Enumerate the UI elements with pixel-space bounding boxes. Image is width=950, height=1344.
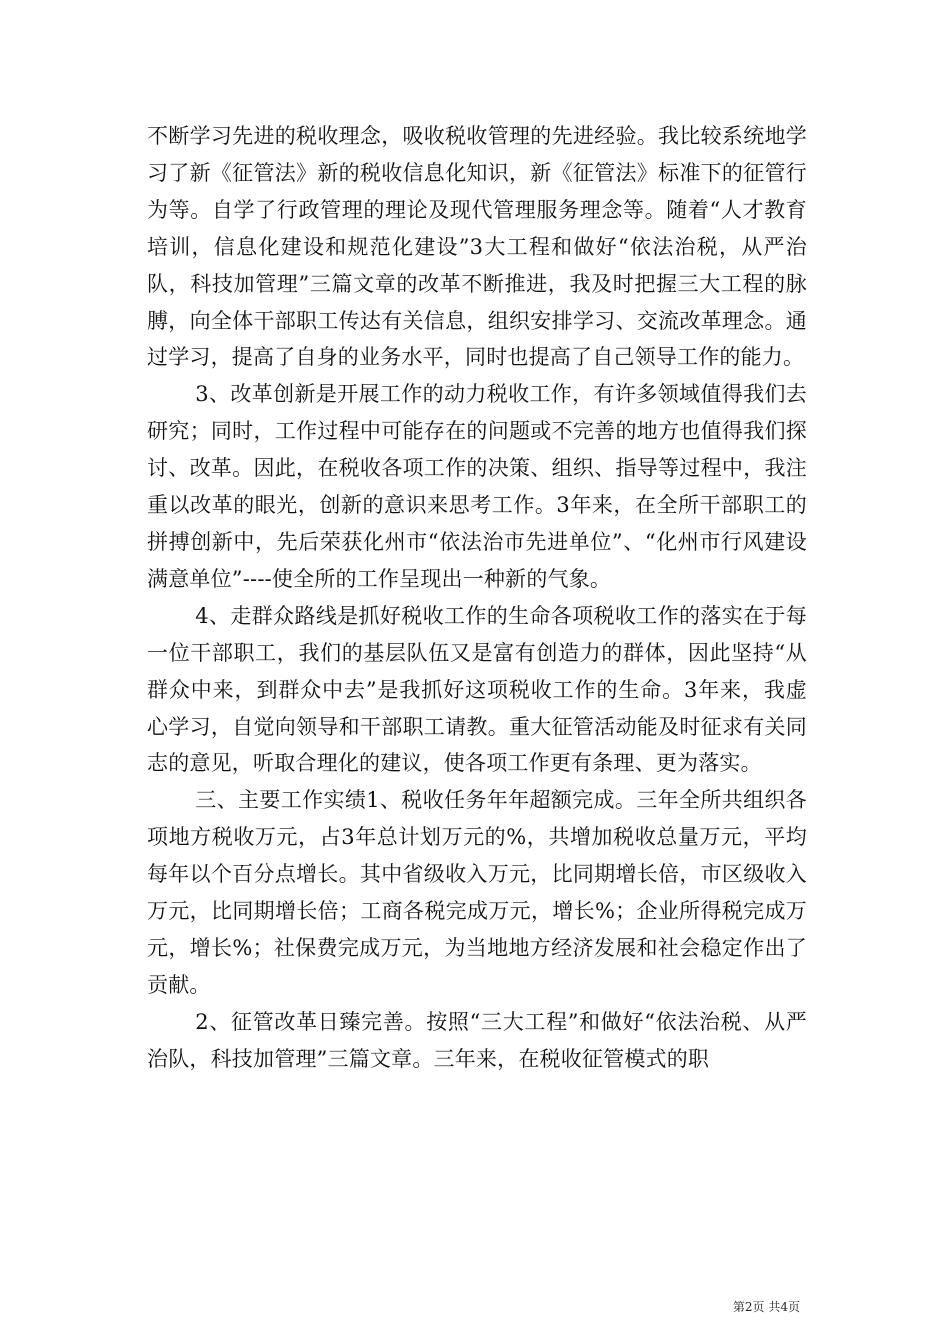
paragraph-4: 三、主要工作实绩1、税收任务年年超额完成。三年全所共组织各项地方税收万元，占3年总计划万元的%，共增加税收总量万元，平均每年以个百分点增长。其中省级收入万元，比同期增长倍，市区级收入万元，比同期增长倍；工商各税完成万元，增长%；企业所得税完成万元，增长%；社保费完成万元，为当地地方经济发展和社会稳定作出了贡献。 (147, 788, 807, 997)
paragraph-2: 3、改革创新是开展工作的动力税收工作，有许多领域值得我们去研究；同时，工作过程中可能存在的问题或不完善的地方也值得我们探讨、改革。因此，在税收各项工作的决策、组织、指导等过程中，我注重以改革的眼光，创新的意识来思考工作。3年来，在全所干部职工的拼搏创新中，先后荣获化州市“依法治市先进单位”、“化州市行风建设满意单位”----使全所的工作呈现出一种新的气象。 (147, 382, 807, 591)
document-body (147, 118, 807, 1078)
page-number-footer: 第2页 共4页 (732, 1300, 800, 1314)
paragraph-5: 2、征管改革日臻完善。按照“三大工程”和做好“依法治税、从严治队，科技加管理”三篇文章。三年来，在税收征管模式的职 (147, 1009, 807, 1071)
paragraph-3: 4、走群众路线是抓好税收工作的生命各项税收工作的落实在于每一位干部职工，我们的基层队伍又是富有创造力的群体，因此坚持“从群众中来，到群众中去”是我抓好这项税收工作的生命。3年来，我虚心学习，自觉向领导和干部职工请教。重大征管活动能及时征求有关同志的意见，听取合理化的建议，使各项工作更有条理、更为落实。 (147, 603, 807, 776)
paragraph-1: 不断学习先进的税收理念，吸收税收管理的先进经验。我比较系统地学习了新《征管法》新的税收信息化知识，新《征管法》标准下的征管行为等。自学了行政管理的理论及现代管理服务理念等。随着“人才教育培训，信息化建设和规范化建设”3大工程和做好“依法治税，从严治队，科技加管理”三篇文章的改革不断推进，我及时把握三大工程的脉膊，向全体干部职工传达有关信息，组织安排学习、交流改革理念。通过学习，提高了自身的业务水平，同时也提高了自己领导工作的能力。 (147, 124, 807, 370)
